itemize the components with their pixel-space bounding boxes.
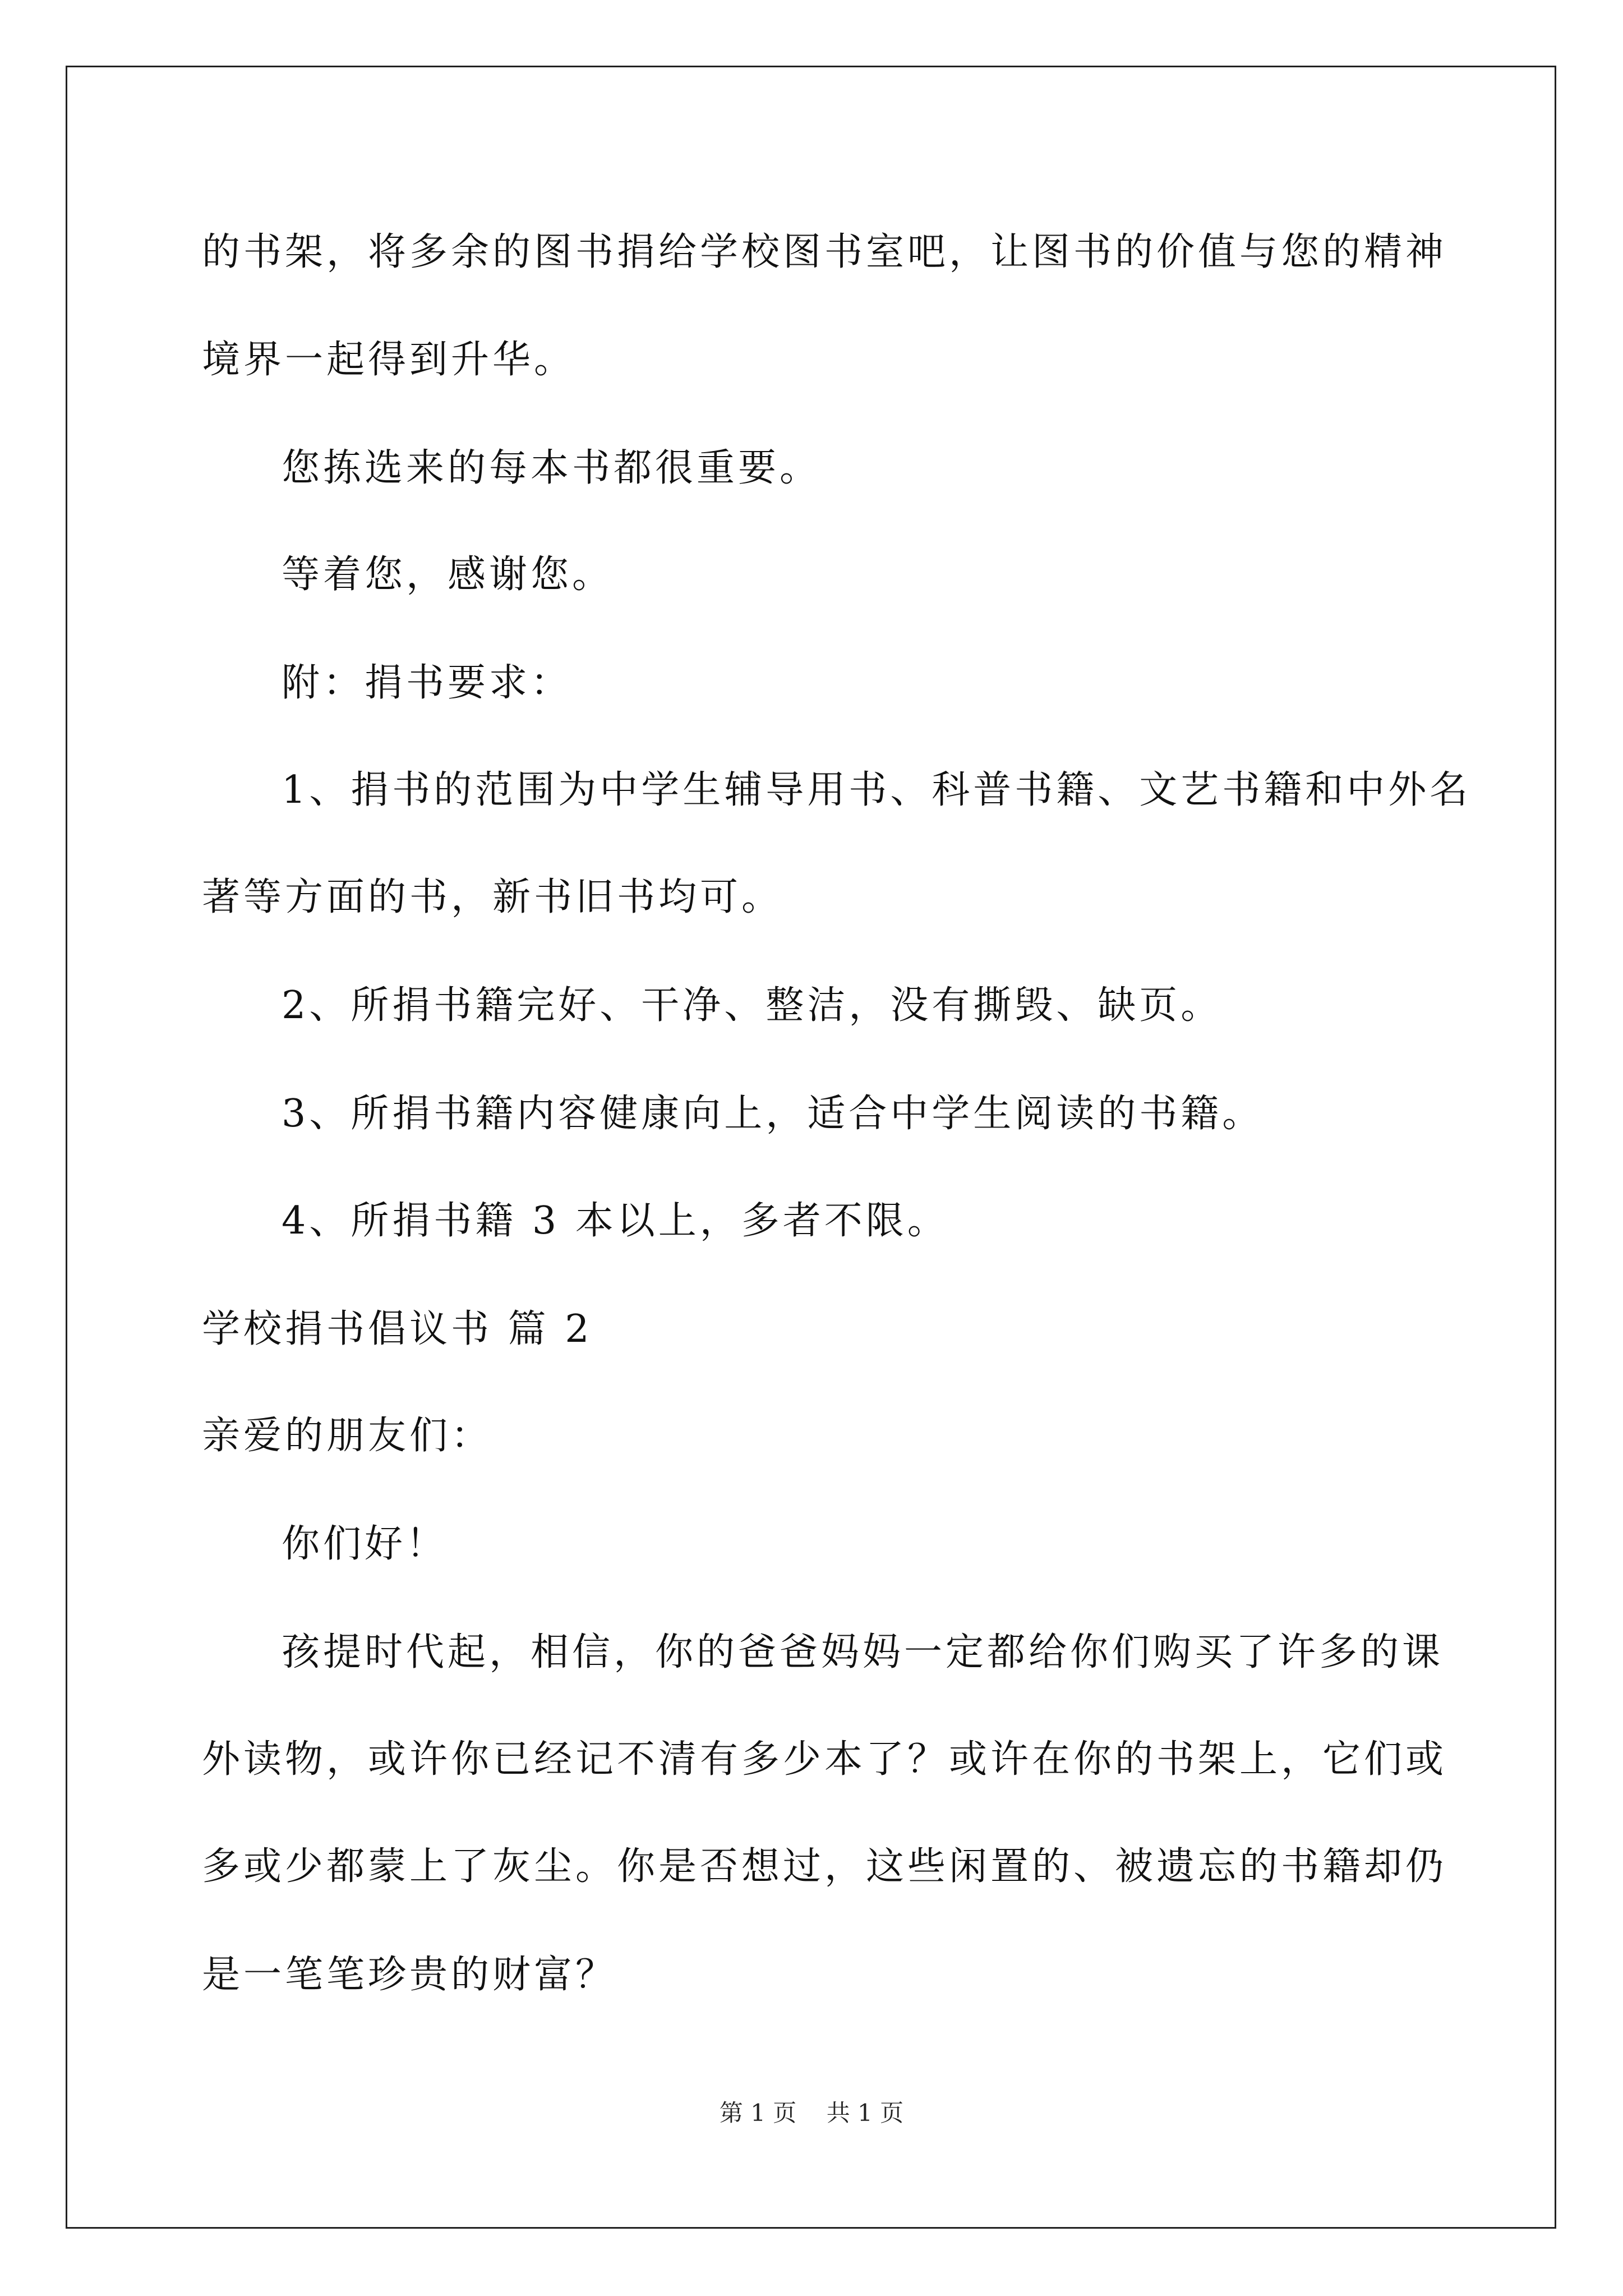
page-border xyxy=(66,66,1556,2229)
page-number-footer: 第 1 页 共 1 页 xyxy=(719,2099,904,2127)
section-heading: 学校捐书倡议书 篇 2 xyxy=(202,1307,593,1351)
text-line: 3、所捐书籍内容健康向上，适合中学生阅读的书籍。 xyxy=(282,1092,1264,1136)
text-line: 1、捐书的范围为中学生辅导用书、科普书籍、文艺书籍和中外名 xyxy=(282,768,1472,812)
text-line: 你们好！ xyxy=(282,1522,448,1566)
text-line: 境界一起得到升华。 xyxy=(202,338,576,382)
text-line: 您拣选来的每本书都很重要。 xyxy=(282,446,822,490)
text-line: 等着您，感谢您。 xyxy=(282,553,614,597)
text-line: 亲爱的朋友们： xyxy=(202,1414,493,1458)
text-line: 2、所捐书籍完好、干净、整洁，没有撕毁、缺页。 xyxy=(282,983,1223,1028)
text-line: 孩提时代起，相信，你的爸爸妈妈一定都给你们购买了许多的课 xyxy=(282,1630,1444,1674)
text-line: 著等方面的书，新书旧书均可。 xyxy=(202,875,783,919)
text-line: 外读物，或许你已经记不清有多少本了？或许在你的书架上，它们或 xyxy=(202,1737,1447,1782)
text-line: 附：捐书要求： xyxy=(282,661,573,705)
text-line: 4、所捐书籍 3 本以上，多者不限。 xyxy=(282,1199,949,1243)
text-line: 的书架，将多余的图书捐给学校图书室吧，让图书的价值与您的精神 xyxy=(202,230,1447,274)
text-line: 是一笔笔珍贵的财富？ xyxy=(202,1953,617,1997)
text-line: 多或少都蒙上了灰尘。你是否想过，这些闲置的、被遗忘的书籍却仍 xyxy=(202,1844,1447,1889)
